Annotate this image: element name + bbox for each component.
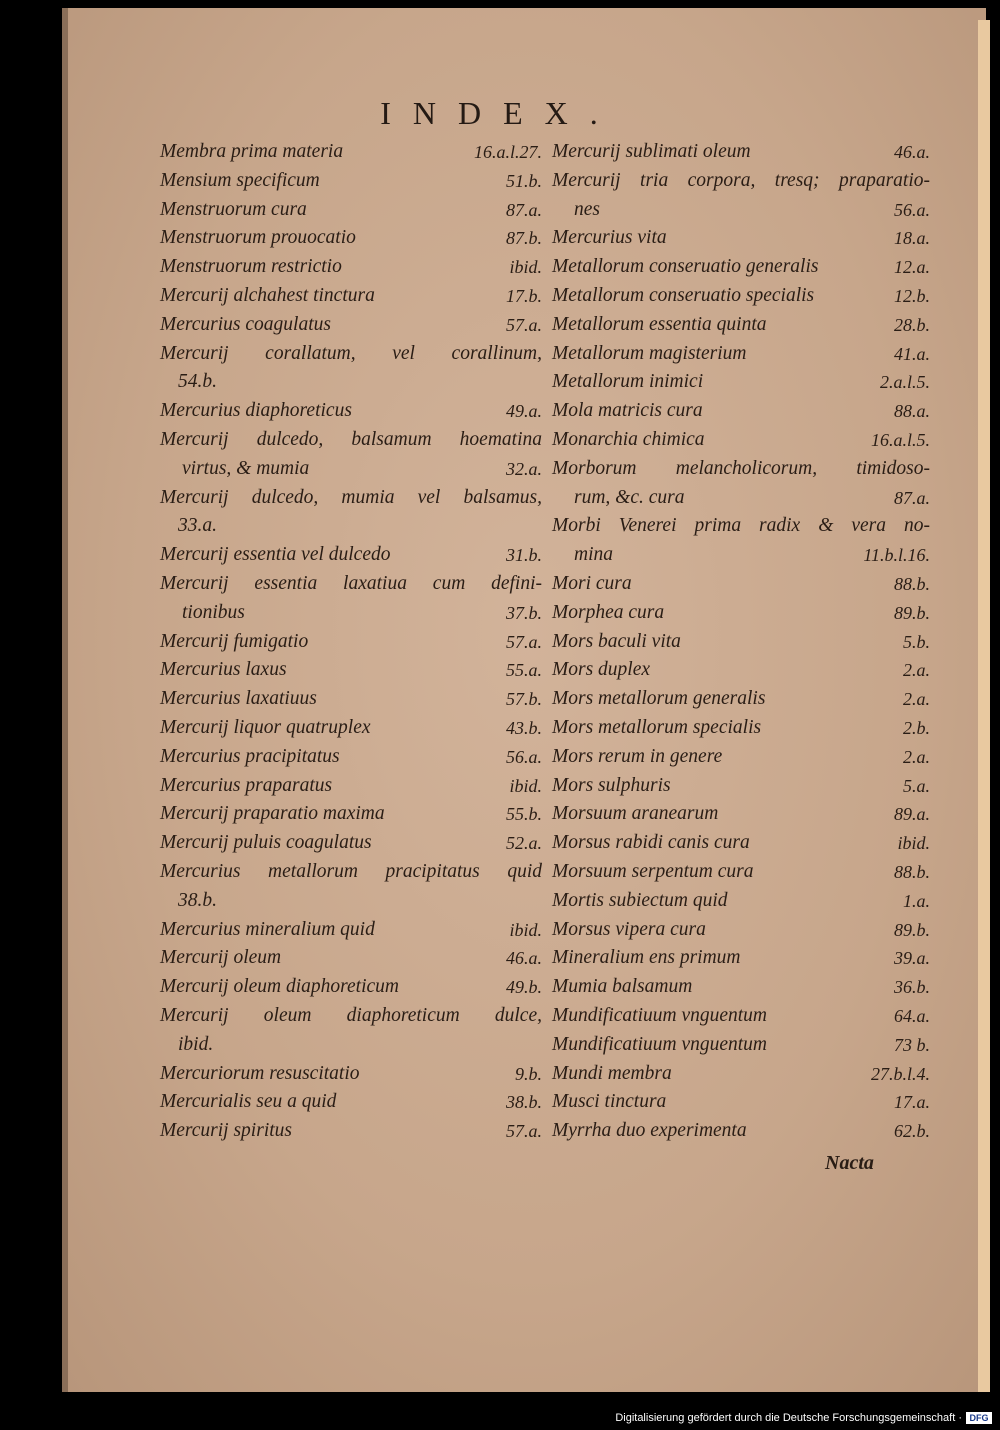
index-entry bbox=[160, 426, 542, 484]
index-entry bbox=[552, 656, 930, 685]
entry-name: Mundificatiuum vnguentum bbox=[552, 1004, 768, 1026]
entry-name: Mortis subiectum quid bbox=[552, 889, 728, 911]
index-entry bbox=[160, 973, 542, 1002]
entry-name: Morsuum serpentum cura bbox=[552, 860, 754, 882]
entry-reference: 17.b. bbox=[506, 285, 542, 306]
index-entry bbox=[552, 887, 930, 916]
entry-name: Metallorum conseruatio specialis bbox=[552, 284, 815, 306]
entry-name: Mercuriorum resuscitatio bbox=[160, 1062, 360, 1084]
index-entry bbox=[160, 570, 542, 628]
entry-continuation: 33.a. bbox=[178, 515, 217, 537]
index-entry bbox=[160, 685, 542, 714]
index-entry bbox=[160, 282, 542, 311]
index-entry bbox=[552, 138, 930, 167]
entry-continuation: tionibus bbox=[182, 601, 245, 623]
entry-name: Mercurij corallatum, vel corallinum, bbox=[160, 342, 542, 364]
entry-reference: 64.a. bbox=[894, 1005, 930, 1026]
entry-reference: 18.a. bbox=[894, 228, 930, 249]
index-entry bbox=[552, 1060, 930, 1089]
entry-reference: 55.b. bbox=[506, 804, 542, 825]
entry-name: Mercurius vita bbox=[552, 227, 667, 249]
entry-name: Menstruorum restrictio bbox=[160, 256, 342, 278]
index-entry bbox=[552, 426, 930, 455]
index-entry bbox=[160, 196, 542, 225]
entry-name: Mercurij tria corpora, tresq; praparatio- bbox=[552, 169, 930, 191]
index-entry bbox=[552, 167, 930, 225]
entry-name: Mercurius laxus bbox=[160, 659, 287, 681]
index-entry bbox=[160, 829, 542, 858]
index-entry bbox=[552, 829, 930, 858]
entry-name: Morphea cura bbox=[552, 601, 665, 623]
index-entry bbox=[160, 397, 542, 426]
entry-continuation: rum, &c. cura bbox=[574, 486, 685, 508]
entry-name: Mercurius diaphoreticus bbox=[160, 400, 352, 422]
entry-name: Musci tinctura bbox=[552, 1091, 667, 1113]
index-entry bbox=[552, 685, 930, 714]
entry-name: Myrrha duo experimenta bbox=[552, 1120, 747, 1142]
index-entry bbox=[160, 858, 542, 916]
entry-reference: 16.a.l.5. bbox=[870, 429, 930, 450]
entry-reference: 28.b. bbox=[894, 314, 930, 335]
entry-reference: 57.b. bbox=[506, 689, 542, 710]
entry-name: Mercurius metallorum pracipitatus quid bbox=[160, 860, 542, 882]
index-entry bbox=[552, 1031, 930, 1060]
dfg-logo: DFG bbox=[966, 1412, 992, 1424]
index-entry bbox=[552, 628, 930, 657]
entry-name: Mercurij liquor quatruplex bbox=[160, 716, 371, 738]
entry-reference: ibid. bbox=[509, 775, 542, 796]
index-entry bbox=[160, 340, 542, 398]
entry-reference: ibid. bbox=[897, 833, 930, 854]
index-entry bbox=[552, 253, 930, 282]
entry-name: Metallorum magisterium bbox=[552, 342, 747, 364]
entry-reference: 57.a. bbox=[506, 314, 542, 335]
index-entry bbox=[552, 772, 930, 801]
index-entry bbox=[552, 973, 930, 1002]
entry-continuation: ibid. bbox=[178, 1033, 214, 1055]
entry-name: Mundificatiuum vnguentum bbox=[552, 1033, 768, 1055]
entry-reference: 1.a. bbox=[903, 890, 930, 911]
entry-reference: 38.b. bbox=[506, 1092, 542, 1113]
index-entry bbox=[552, 714, 930, 743]
entry-name: Mors sulphuris bbox=[552, 774, 671, 796]
index-entry bbox=[160, 167, 542, 196]
entry-name: Mors rerum in genere bbox=[552, 745, 723, 767]
index-entry bbox=[552, 570, 930, 599]
entry-name: Morsus vipera cura bbox=[552, 918, 706, 940]
entry-reference: 88.b. bbox=[894, 861, 930, 882]
index-entry bbox=[160, 484, 542, 542]
entry-reference: 89.b. bbox=[894, 919, 930, 940]
entry-reference: 89.a. bbox=[894, 804, 930, 825]
entry-reference: 87.b. bbox=[506, 228, 542, 249]
entry-name: Mercurij essentia laxatiua cum defini- bbox=[160, 572, 542, 594]
index-entry bbox=[160, 1002, 542, 1060]
index-entry bbox=[160, 772, 542, 801]
index-entry bbox=[552, 1117, 930, 1146]
entry-name: Mercurij oleum diaphoreticum dulce, bbox=[160, 1004, 542, 1026]
entry-reference: 27.b.l.4. bbox=[870, 1063, 930, 1084]
entry-name: Metallorum inimici bbox=[552, 371, 704, 393]
entry-reference: 37.b. bbox=[506, 602, 542, 623]
entry-reference: 36.b. bbox=[894, 977, 930, 998]
index-entry bbox=[160, 628, 542, 657]
index-entry bbox=[160, 138, 542, 167]
entry-name: Metallorum essentia quinta bbox=[552, 313, 767, 335]
entry-reference: 88.b. bbox=[894, 573, 930, 594]
page-title: INDEX. bbox=[380, 95, 620, 131]
entry-name: Mercurij praparatio maxima bbox=[160, 803, 385, 825]
index-entry bbox=[552, 512, 930, 570]
entry-name: Mensium specificum bbox=[160, 169, 320, 191]
entry-name: Mercurius mineralium quid bbox=[160, 918, 375, 940]
entry-name: Morborum melancholicorum, timidoso- bbox=[552, 457, 930, 479]
index-entry bbox=[552, 455, 930, 513]
index-entry bbox=[552, 743, 930, 772]
entry-reference: 41.a. bbox=[894, 343, 930, 364]
index-column-left bbox=[160, 138, 542, 1146]
entry-name: Mercurius pracipitatus bbox=[160, 745, 340, 767]
index-entry bbox=[552, 916, 930, 945]
index-entry bbox=[160, 1117, 542, 1146]
entry-name: Mola matricis cura bbox=[552, 400, 703, 422]
entry-reference: 49.a. bbox=[506, 401, 542, 422]
entry-reference: 87.a. bbox=[506, 199, 542, 220]
entry-reference: 9.b. bbox=[515, 1063, 542, 1084]
entry-reference: 56.a. bbox=[506, 746, 542, 767]
entry-name: Mercurij fumigatio bbox=[160, 630, 309, 652]
entry-reference: 2.a.l.5. bbox=[879, 372, 930, 393]
entry-reference: 62.b. bbox=[894, 1121, 930, 1142]
index-entry bbox=[552, 368, 930, 397]
entry-name: Mercurij puluis coagulatus bbox=[160, 832, 372, 854]
index-entry bbox=[552, 599, 930, 628]
entry-name: Mercurij spiritus bbox=[160, 1120, 292, 1142]
entry-name: Metallorum conseruatio generalis bbox=[552, 256, 819, 278]
entry-reference: 89.b. bbox=[894, 602, 930, 623]
entry-reference: 2.a. bbox=[903, 746, 930, 767]
entry-name: Morbi Venerei prima radix & vera no- bbox=[552, 515, 930, 537]
page-right-edge bbox=[978, 20, 990, 1392]
index-entry bbox=[160, 800, 542, 829]
entry-reference: 2.a. bbox=[903, 689, 930, 710]
entry-continuation: nes bbox=[574, 198, 600, 220]
entry-name: Mineralium ens primum bbox=[552, 947, 741, 969]
index-entry bbox=[552, 944, 930, 973]
index-entry bbox=[552, 800, 930, 829]
entry-reference: 87.a. bbox=[894, 487, 930, 508]
entry-name: Mercurij sublimati oleum bbox=[552, 141, 751, 162]
entry-name: Mors baculi vita bbox=[552, 630, 681, 652]
entry-reference: 5.b. bbox=[903, 631, 930, 652]
index-entry bbox=[160, 541, 542, 570]
index-entry bbox=[552, 224, 930, 253]
entry-reference: 55.a. bbox=[506, 660, 542, 681]
entry-name: Morsus rabidi canis cura bbox=[552, 832, 750, 854]
entry-reference: 17.a. bbox=[894, 1092, 930, 1113]
entry-reference: 39.a. bbox=[894, 948, 930, 969]
footer-credit: Digitalisierung gefördert durch die Deutsche Forschungsgemeinschaft · bbox=[615, 1412, 962, 1424]
index-entry bbox=[160, 1060, 542, 1089]
entry-reference: 5.a. bbox=[903, 775, 930, 796]
index-entry bbox=[160, 1088, 542, 1117]
entry-name: Mercurij alchahest tinctura bbox=[160, 284, 375, 306]
index-entry bbox=[552, 858, 930, 887]
entry-reference: 51.b. bbox=[506, 170, 542, 191]
entry-name: Mercurij oleum bbox=[160, 947, 282, 969]
entry-name: Mercurij dulcedo, balsamum hoematina bbox=[160, 428, 542, 450]
index-column-right bbox=[552, 138, 930, 1146]
index-entry bbox=[160, 916, 542, 945]
entry-reference: 2.b. bbox=[903, 717, 930, 738]
index-entry bbox=[160, 656, 542, 685]
entry-name: Menstruorum prouocatio bbox=[160, 227, 356, 249]
entry-continuation: mina bbox=[574, 544, 613, 566]
entry-name: Mercurij dulcedo, mumia vel balsamus, bbox=[160, 486, 542, 508]
entry-reference: 88.a. bbox=[894, 401, 930, 422]
index-entry bbox=[160, 311, 542, 340]
index-entry bbox=[552, 1088, 930, 1117]
entry-name: Morsuum aranearum bbox=[552, 803, 719, 825]
entry-name: Mumia balsamum bbox=[552, 976, 693, 998]
index-entry bbox=[160, 714, 542, 743]
entry-reference: 57.a. bbox=[506, 631, 542, 652]
entry-continuation: 54.b. bbox=[178, 371, 217, 393]
entry-reference: 12.b. bbox=[894, 285, 930, 306]
entry-name: Mercurij essentia vel dulcedo bbox=[160, 544, 391, 566]
entry-reference: 56.a. bbox=[894, 199, 930, 220]
entry-name: Mors duplex bbox=[552, 659, 651, 681]
entry-reference: ibid. bbox=[509, 257, 542, 278]
index-entry bbox=[160, 224, 542, 253]
entry-reference: 16.a.l.27. bbox=[473, 142, 542, 162]
entry-name: Mercurialis seu a quid bbox=[160, 1091, 337, 1113]
entry-name: Mors metallorum generalis bbox=[552, 688, 766, 710]
index-entry bbox=[552, 340, 930, 369]
entry-reference: 43.b. bbox=[506, 717, 542, 738]
entry-reference: 46.a. bbox=[506, 948, 542, 969]
index-entry bbox=[160, 253, 542, 282]
entry-name: Membra prima materia bbox=[160, 141, 344, 162]
entry-reference: 11.b.l.16. bbox=[863, 545, 930, 566]
entry-reference: 2.a. bbox=[903, 660, 930, 681]
index-entry bbox=[552, 397, 930, 426]
index-entry bbox=[552, 1002, 930, 1031]
entry-reference: 31.b. bbox=[506, 545, 542, 566]
index-entry bbox=[552, 282, 930, 311]
entry-reference: 32.a. bbox=[506, 458, 542, 479]
entry-name: Monarchia chimica bbox=[552, 428, 705, 450]
entry-name: Mori cura bbox=[552, 572, 632, 594]
entry-name: Mors metallorum specialis bbox=[552, 716, 762, 738]
entry-reference: 46.a. bbox=[894, 142, 930, 162]
entry-reference: 12.a. bbox=[894, 257, 930, 278]
entry-name: Mercurius coagulatus bbox=[160, 313, 331, 335]
entry-reference: 52.a. bbox=[506, 833, 542, 854]
entry-reference: ibid. bbox=[509, 919, 542, 940]
entry-reference: 49.b. bbox=[506, 977, 542, 998]
entry-name: Mercurij oleum diaphoreticum bbox=[160, 976, 400, 998]
entry-continuation: virtus, & mumia bbox=[182, 457, 310, 479]
entry-name: Mercurius praparatus bbox=[160, 774, 333, 796]
index-entry bbox=[552, 311, 930, 340]
entry-reference: 73 b. bbox=[894, 1034, 930, 1055]
index-entry bbox=[160, 743, 542, 772]
entry-continuation: 38.b. bbox=[178, 889, 217, 911]
entry-reference: 57.a. bbox=[506, 1121, 542, 1142]
index-entry bbox=[160, 944, 542, 973]
catchword: Nacta bbox=[825, 1152, 874, 1174]
entry-name: Mercurius laxatiuus bbox=[160, 688, 317, 710]
entry-name: Menstruorum cura bbox=[160, 198, 307, 220]
entry-name: Mundi membra bbox=[552, 1062, 672, 1084]
